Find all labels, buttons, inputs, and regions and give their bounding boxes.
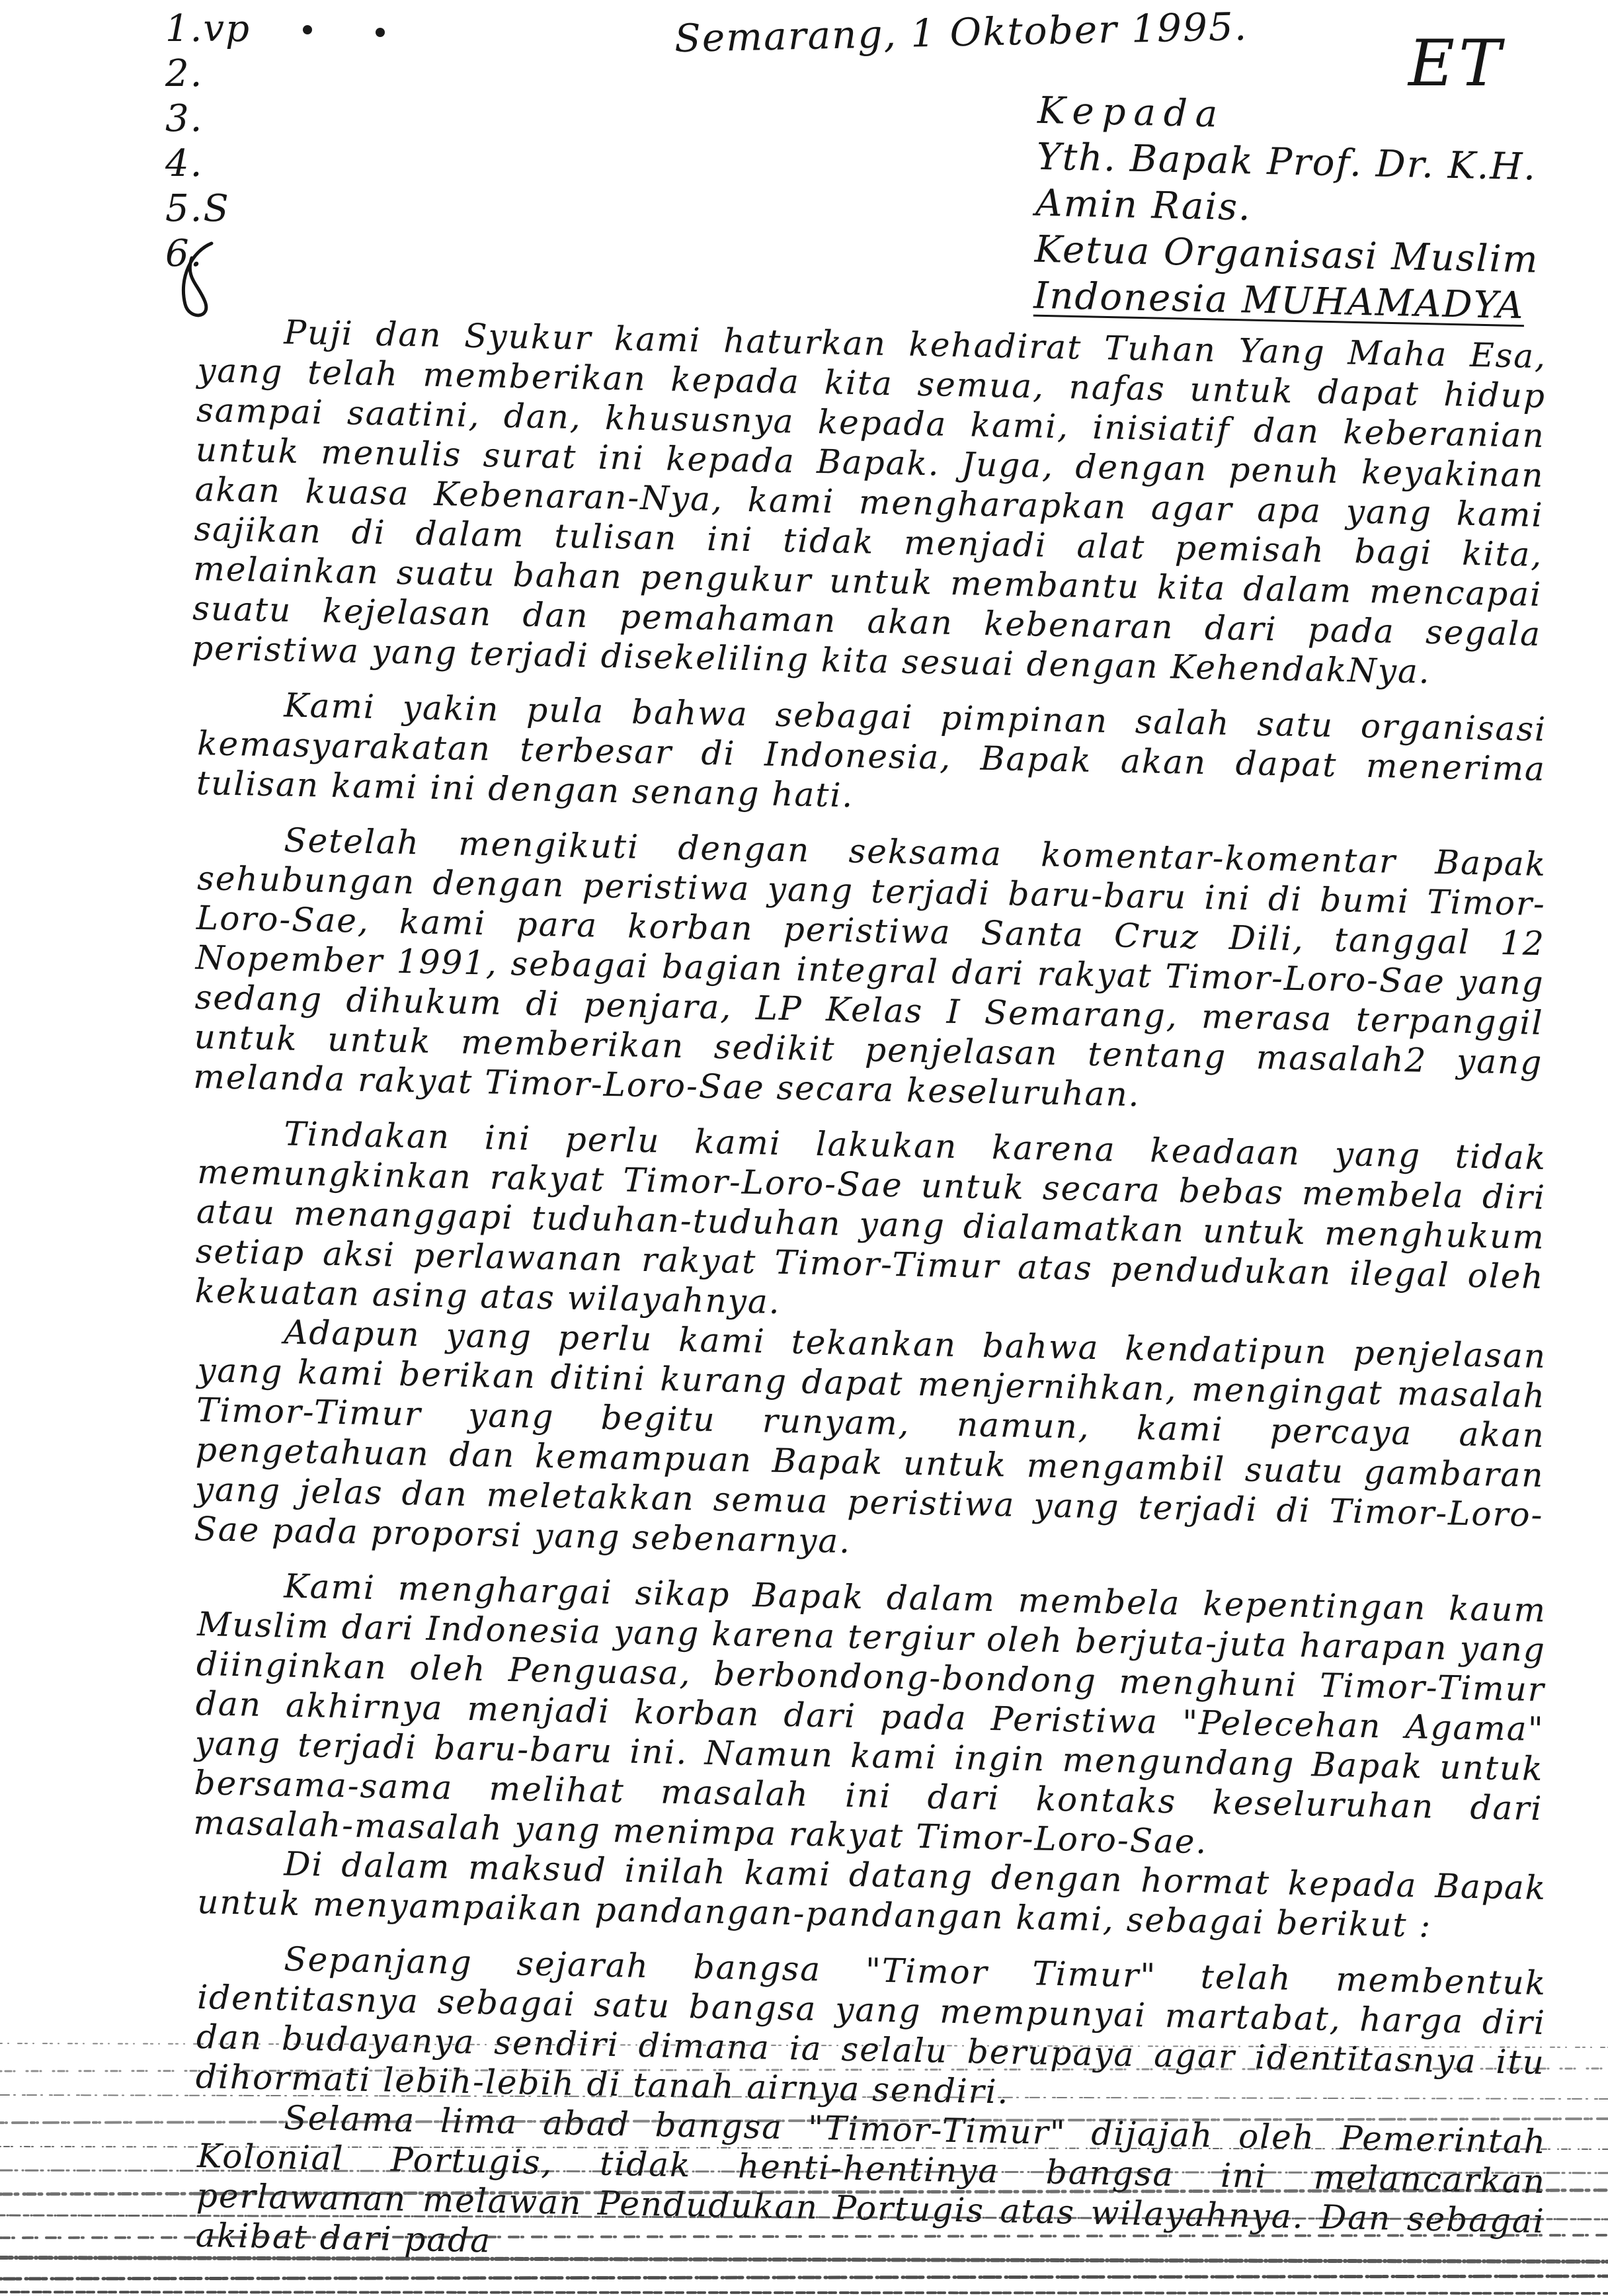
margin-speck <box>376 28 385 37</box>
routing-marks <box>165 7 298 276</box>
letter-body <box>191 311 1547 2260</box>
addressee-name-2: Amin Rais. <box>1035 181 1252 229</box>
addressee-name: Yth. Bapak Prof. Dr. K.H. <box>1036 135 1537 189</box>
body-paragraph: Kami yakin pula bahwa sebagai pimpinan salah satu organisasi kemasyarakatan terbesar di Indonesia, Bapak akan dapat menerima tulisan kami ini dengan senang hati. <box>196 686 1547 815</box>
scan-noise <box>0 2017 1608 2296</box>
addressee-block <box>947 86 1547 330</box>
body-paragraph: Tindakan ini perlu kami lakukan karena keadaan yang tidak memungkinkan rakyat Timor-Loro-Sae untuk secara bebas membela diri atau menanggapi tuduhan-tuduhan yang dialamatkan untuk menghukum setiap aksi perlawanan rakyat Timor-Timur atas pendudukan ilegal oleh kekuatan asing atas wilayahnya. <box>194 1114 1547 1321</box>
body-paragraph: Setelah mengikuti dengan seksama komentar-komentar Bapak sehubungan dengan peristiwa yang terjadi baru-baru ini di bumi Timor-Loro-Sae, kami para korban peristiwa Santa Cruz Dili, tanggal 12 Nopember 1991, sebagai bagian integral dari rakyat Timor-Loro-Sae yang sedang dihukum di penjara, LP Kelas I Semarang, merasa terpanggil untuk untuk memberikan sedikit penjelasan tentang masalah2 yang melanda rakyat Timor-Loro-Sae secara keseluruhan. <box>192 821 1547 1114</box>
body-paragraph: Selama lima abad bangsa "Timor-Timur" dijajah oleh Pemerintah Kolonial Portugis, tidak henti-hentinya bangsa ini melancarkan perlawanan melawan Pendudukan Portugis atas wilayahnya. Dan sebagai akibat dari pada <box>195 2098 1547 2260</box>
addressee-organization: Ketua Organisasi Muslim <box>1034 227 1540 282</box>
addressee-kepada: Kepada <box>1037 89 1226 136</box>
routing-mark: 6. <box>165 232 204 275</box>
routing-mark: 4. <box>165 142 204 185</box>
addressee-organization-2: Indonesia MUHAMADYA <box>1033 274 1525 328</box>
margin-speck <box>303 25 312 34</box>
routing-mark: 5.S <box>165 187 230 230</box>
body-paragraph: Puji dan Syukur kami haturkan kehadirat Tuhan Yang Maha Esa, yang telah memberikan kepada kita semua, nafas untuk dapat hidup sampai saatini, dan, khususnya kepada kami, inisiatif dan keberanian untuk menulis surat ini kepada Bapak. Juga, dengan penuh keyakinan akan kuasa Kebenaran-Nya, kami mengharapkan agar apa yang kami sajikan di dalam tulisan ini tidak menjadi alat pemisah bagi kita, melainkan suatu bahan pengukur untuk membantu kita dalam mencapai suatu kejelasan dan pemahaman akan kebenaran dari pada segala peristiwa yang terjadi disekeliling kita sesuai dengan KehendakNya. <box>191 313 1547 691</box>
routing-mark: 1.vp <box>165 7 251 50</box>
routing-mark: 2. <box>165 52 204 95</box>
routing-mark: 3. <box>165 97 204 140</box>
body-paragraph: Di dalam maksud inilah kami datang dengan hormat kepada Bapak untuk menyampaikan pandangan-pandangan kami, sebagai berikut : <box>196 1844 1547 1945</box>
body-paragraph: Kami menghargai sikap Bapak dalam membela kepentingan kaum Muslim dari Indonesia yang karena tergiur oleh berjuta-juta harapan yang diinginkan oleh Penguasa, berbondong-bondong menghuni Timor-Timur dan akhirnya menjadi korban dari pada Peristiwa "Pelecehan Agama" yang terjadi baru-baru ini. Namun kami ingin mengundang Bapak untuk bersama-sama melihat masalah ini dari kontaks keseluruhan dari masalah-masalah yang menimpa rakyat Timor-Loro-Sae. <box>192 1567 1547 1862</box>
document-code: ET <box>1408 26 1506 101</box>
body-paragraph: Adapun yang perlu kami tekankan bahwa kendatipun penjelasan yang kami berikan ditini kurang dapat menjernihkan, mengingat masalah Timor-Timur yang begitu runyam, namun, kami percaya akan pengetahuan dan kemampuan Bapak untuk mengambil suatu gambaran yang jelas dan meletakkan semua peristiwa yang terjadi di Timor-Loro-Sae pada proporsi yang sebenarnya. <box>194 1313 1547 1561</box>
body-paragraph: Sepanjang sejarah bangsa "Timor Timur" telah membentuk identitasnya sebagai satu bangsa yang mempunyai martabat, harga diri dan budayanya sendiri dimana ia selalu berupaya agar identitasnya itu dihormati lebih-lebih di tanah airnya sendiri. <box>195 1940 1547 2112</box>
place-date: Semarang, 1 Oktober 1995. <box>674 3 1248 62</box>
